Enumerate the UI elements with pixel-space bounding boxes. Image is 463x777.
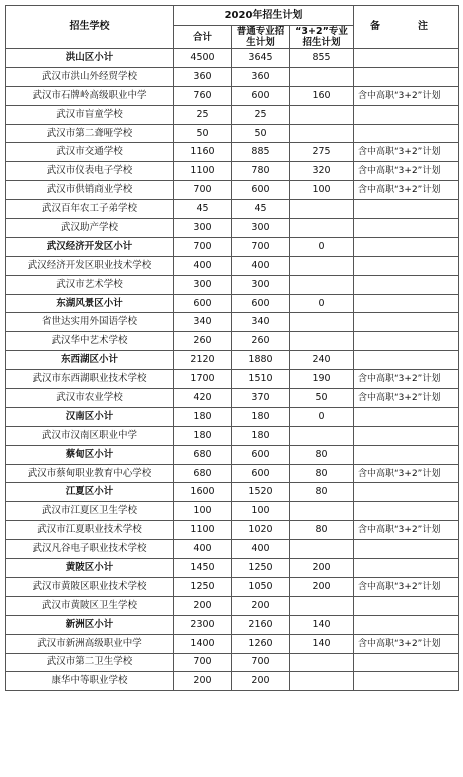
- three-two-cell: 855: [290, 49, 354, 68]
- three-two-cell: 140: [290, 634, 354, 653]
- table-row: [6, 181, 459, 200]
- note-cell: [354, 407, 459, 426]
- table-row: [6, 540, 459, 559]
- total-cell: 200: [174, 672, 232, 691]
- three-two-cell: [290, 672, 354, 691]
- table-row: [6, 67, 459, 86]
- total-cell: 180: [174, 407, 232, 426]
- three-two-cell: 0: [290, 407, 354, 426]
- note-cell: [354, 559, 459, 578]
- table-row: [6, 219, 459, 238]
- table-row: [6, 275, 459, 294]
- three-two-cell: [290, 124, 354, 143]
- regular-cell: 180: [232, 407, 290, 426]
- school-cell: 武汉市交通学校: [6, 143, 174, 162]
- note-cell: [354, 596, 459, 615]
- total-cell: 700: [174, 653, 232, 672]
- school-cell: 武汉经济开发区小计: [6, 237, 174, 256]
- note-cell: [354, 105, 459, 124]
- three-two-cell: [290, 219, 354, 238]
- regular-column-header: 普通专业招生计划: [232, 26, 290, 49]
- subtotal-row: [6, 49, 459, 68]
- regular-cell: 1510: [232, 370, 290, 389]
- total-cell: 1100: [174, 162, 232, 181]
- three-two-cell: 190: [290, 370, 354, 389]
- table-row: [6, 200, 459, 219]
- school-cell: 东西湖区小计: [6, 351, 174, 370]
- three-two-cell: 320: [290, 162, 354, 181]
- three-two-cell: [290, 105, 354, 124]
- note-cell: [354, 445, 459, 464]
- total-cell: 260: [174, 332, 232, 351]
- table-row: [6, 105, 459, 124]
- table-row: [6, 653, 459, 672]
- regular-cell: 780: [232, 162, 290, 181]
- regular-cell: 2160: [232, 615, 290, 634]
- note-cell: 含中高职“3+2”计划: [354, 577, 459, 596]
- enrollment-plan-table: [5, 5, 459, 691]
- school-cell: 武汉市黄陂区职业技术学校: [6, 577, 174, 596]
- three-two-cell: 80: [290, 464, 354, 483]
- school-cell: 武汉市第二卫生学校: [6, 653, 174, 672]
- total-cell: 680: [174, 464, 232, 483]
- table-row: [6, 86, 459, 105]
- note-cell: [354, 237, 459, 256]
- total-cell: 1250: [174, 577, 232, 596]
- total-cell: 760: [174, 86, 232, 105]
- school-cell: 武汉助产学校: [6, 219, 174, 238]
- school-cell: 洪山区小计: [6, 49, 174, 68]
- school-cell: 武汉市农业学校: [6, 389, 174, 408]
- three-two-cell: 50: [290, 389, 354, 408]
- note-cell: [354, 219, 459, 238]
- school-cell: 武汉市仪表电子学校: [6, 162, 174, 181]
- subtotal-row: [6, 445, 459, 464]
- regular-cell: 300: [232, 219, 290, 238]
- total-column-header: 合计: [174, 26, 232, 49]
- school-cell: 康华中等职业学校: [6, 672, 174, 691]
- note-cell: [354, 294, 459, 313]
- total-cell: 400: [174, 256, 232, 275]
- regular-cell: 100: [232, 502, 290, 521]
- three-two-cell: [290, 653, 354, 672]
- regular-cell: 600: [232, 294, 290, 313]
- table-row: [6, 596, 459, 615]
- regular-cell: 300: [232, 275, 290, 294]
- table-row: [6, 124, 459, 143]
- three-two-cell: [290, 200, 354, 219]
- note-cell: 含中高职“3+2”计划: [354, 143, 459, 162]
- three-two-cell: [290, 256, 354, 275]
- three-two-cell: 80: [290, 445, 354, 464]
- regular-cell: 25: [232, 105, 290, 124]
- total-cell: 100: [174, 502, 232, 521]
- regular-cell: 260: [232, 332, 290, 351]
- school-cell: 武汉市新洲高级职业中学: [6, 634, 174, 653]
- note-cell: 含中高职“3+2”计划: [354, 86, 459, 105]
- table-row: [6, 332, 459, 351]
- regular-cell: 1250: [232, 559, 290, 578]
- regular-cell: 700: [232, 653, 290, 672]
- total-cell: 700: [174, 237, 232, 256]
- school-cell: 武汉凡谷电子职业技术学校: [6, 540, 174, 559]
- three-two-column-header: “3+2”专业招生计划: [290, 26, 354, 49]
- school-cell: 武汉市石牌岭高级职业中学: [6, 86, 174, 105]
- school-cell: 武汉华中艺术学校: [6, 332, 174, 351]
- three-two-cell: [290, 502, 354, 521]
- regular-cell: 45: [232, 200, 290, 219]
- total-cell: 1100: [174, 521, 232, 540]
- three-two-cell: 240: [290, 351, 354, 370]
- three-two-cell: 0: [290, 294, 354, 313]
- three-two-cell: [290, 332, 354, 351]
- regular-cell: 1020: [232, 521, 290, 540]
- note-cell: [354, 653, 459, 672]
- total-cell: 680: [174, 445, 232, 464]
- note-cell: [354, 502, 459, 521]
- regular-cell: 600: [232, 464, 290, 483]
- three-two-cell: 80: [290, 483, 354, 502]
- three-two-cell: 0: [290, 237, 354, 256]
- regular-cell: 200: [232, 672, 290, 691]
- note-cell: [354, 615, 459, 634]
- school-cell: 汉南区小计: [6, 407, 174, 426]
- subtotal-row: [6, 407, 459, 426]
- school-cell: 武汉市黄陂区卫生学校: [6, 596, 174, 615]
- note-cell: [354, 483, 459, 502]
- note-cell: [354, 256, 459, 275]
- total-cell: 180: [174, 426, 232, 445]
- school-cell: 省世达实用外国语学校: [6, 313, 174, 332]
- total-cell: 45: [174, 200, 232, 219]
- total-cell: 200: [174, 596, 232, 615]
- note-cell: [354, 540, 459, 559]
- school-cell: 武汉市艺术学校: [6, 275, 174, 294]
- note-cell: [354, 200, 459, 219]
- school-cell: 武汉市盲童学校: [6, 105, 174, 124]
- total-cell: 1160: [174, 143, 232, 162]
- regular-cell: 180: [232, 426, 290, 445]
- three-two-cell: [290, 596, 354, 615]
- subtotal-row: [6, 559, 459, 578]
- table-row: [6, 521, 459, 540]
- note-cell: 含中高职“3+2”计划: [354, 162, 459, 181]
- total-cell: 600: [174, 294, 232, 313]
- table-row: [6, 426, 459, 445]
- total-cell: 25: [174, 105, 232, 124]
- regular-cell: 400: [232, 540, 290, 559]
- subtotal-row: [6, 294, 459, 313]
- regular-cell: 600: [232, 181, 290, 200]
- header-row-top: [6, 6, 459, 26]
- regular-cell: 600: [232, 86, 290, 105]
- three-two-cell: 200: [290, 559, 354, 578]
- regular-cell: 885: [232, 143, 290, 162]
- note-cell: [354, 49, 459, 68]
- note-cell: [354, 313, 459, 332]
- subtotal-row: [6, 351, 459, 370]
- school-cell: 武汉市东西湖职业技术学校: [6, 370, 174, 389]
- total-cell: 2120: [174, 351, 232, 370]
- total-cell: 1450: [174, 559, 232, 578]
- school-cell: 武汉市江夏区卫生学校: [6, 502, 174, 521]
- three-two-cell: [290, 275, 354, 294]
- regular-cell: 340: [232, 313, 290, 332]
- enrollment-plan-sheet: [5, 5, 458, 691]
- table-row: [6, 502, 459, 521]
- table-row: [6, 672, 459, 691]
- total-cell: 1700: [174, 370, 232, 389]
- three-two-cell: [290, 426, 354, 445]
- total-cell: 50: [174, 124, 232, 143]
- three-two-cell: [290, 67, 354, 86]
- three-two-cell: [290, 540, 354, 559]
- total-cell: 700: [174, 181, 232, 200]
- three-two-cell: 100: [290, 181, 354, 200]
- regular-cell: 370: [232, 389, 290, 408]
- school-cell: 武汉市江夏职业技术学校: [6, 521, 174, 540]
- school-cell: 黄陂区小计: [6, 559, 174, 578]
- three-two-cell: 200: [290, 577, 354, 596]
- note-cell: [354, 124, 459, 143]
- table-row: [6, 162, 459, 181]
- regular-cell: 1880: [232, 351, 290, 370]
- subtotal-row: [6, 483, 459, 502]
- regular-cell: 1050: [232, 577, 290, 596]
- note-cell: 含中高职“3+2”计划: [354, 389, 459, 408]
- table-row: [6, 464, 459, 483]
- note-column-header: 备 注: [354, 6, 459, 49]
- note-cell: 含中高职“3+2”计划: [354, 370, 459, 389]
- three-two-cell: [290, 313, 354, 332]
- subtotal-row: [6, 615, 459, 634]
- plan-group-header: 2020年招生计划: [174, 6, 354, 26]
- regular-cell: 50: [232, 124, 290, 143]
- note-cell: 含中高职“3+2”计划: [354, 521, 459, 540]
- total-cell: 400: [174, 540, 232, 559]
- school-cell: 武汉市汉南区职业中学: [6, 426, 174, 445]
- total-cell: 420: [174, 389, 232, 408]
- total-cell: 300: [174, 219, 232, 238]
- note-cell: [354, 672, 459, 691]
- total-cell: 360: [174, 67, 232, 86]
- note-cell: [354, 351, 459, 370]
- note-cell: 含中高职“3+2”计划: [354, 464, 459, 483]
- total-cell: 340: [174, 313, 232, 332]
- regular-cell: 600: [232, 445, 290, 464]
- regular-cell: 1520: [232, 483, 290, 502]
- regular-cell: 1260: [232, 634, 290, 653]
- note-cell: 含中高职“3+2”计划: [354, 181, 459, 200]
- total-cell: 2300: [174, 615, 232, 634]
- school-cell: 江夏区小计: [6, 483, 174, 502]
- note-cell: [354, 275, 459, 294]
- regular-cell: 400: [232, 256, 290, 275]
- school-cell: 东湖风景区小计: [6, 294, 174, 313]
- table-row: [6, 256, 459, 275]
- school-cell: 武汉市第二聋哑学校: [6, 124, 174, 143]
- three-two-cell: 80: [290, 521, 354, 540]
- table-row: [6, 634, 459, 653]
- note-cell: 含中高职“3+2”计划: [354, 634, 459, 653]
- table-row: [6, 143, 459, 162]
- regular-cell: 3645: [232, 49, 290, 68]
- total-cell: 1400: [174, 634, 232, 653]
- school-cell: 武汉百年农工子弟学校: [6, 200, 174, 219]
- regular-cell: 200: [232, 596, 290, 615]
- table-row: [6, 370, 459, 389]
- table-row: [6, 313, 459, 332]
- school-cell: 武汉经济开发区职业技术学校: [6, 256, 174, 275]
- total-cell: 1600: [174, 483, 232, 502]
- school-cell: 新洲区小计: [6, 615, 174, 634]
- school-cell: 武汉市洪山外经贸学校: [6, 67, 174, 86]
- subtotal-row: [6, 237, 459, 256]
- school-cell: 蔡甸区小计: [6, 445, 174, 464]
- total-cell: 300: [174, 275, 232, 294]
- school-column-header: 招生学校: [6, 6, 174, 49]
- table-row: [6, 577, 459, 596]
- three-two-cell: 275: [290, 143, 354, 162]
- note-cell: [354, 332, 459, 351]
- regular-cell: 360: [232, 67, 290, 86]
- total-cell: 4500: [174, 49, 232, 68]
- note-cell: [354, 67, 459, 86]
- school-cell: 武汉市蔡甸职业教育中心学校: [6, 464, 174, 483]
- three-two-cell: 140: [290, 615, 354, 634]
- table-row: [6, 389, 459, 408]
- regular-cell: 700: [232, 237, 290, 256]
- three-two-cell: 160: [290, 86, 354, 105]
- note-cell: [354, 426, 459, 445]
- table-body: [6, 49, 459, 691]
- school-cell: 武汉市供销商业学校: [6, 181, 174, 200]
